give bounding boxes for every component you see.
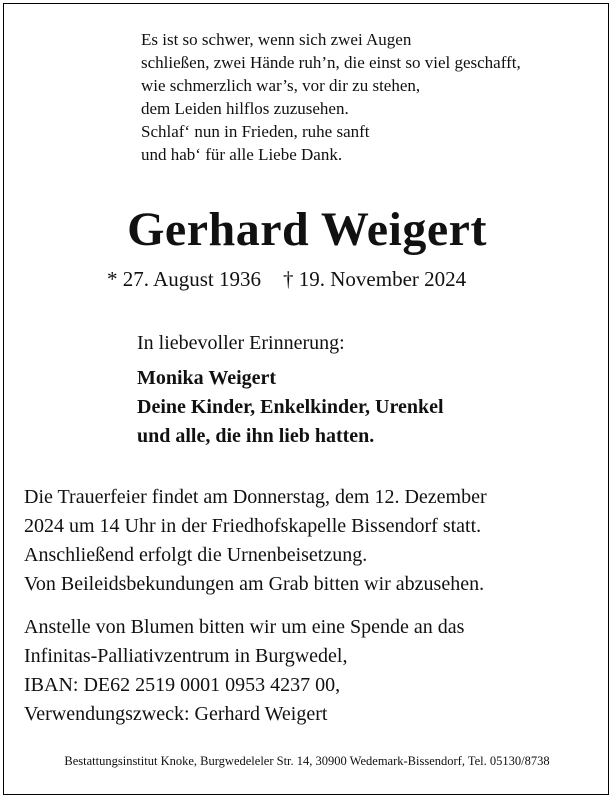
funeral-line: Die Trauerfeier findet am Donnerstag, dem 12. Dezember: [24, 486, 487, 508]
poem-line: Schlaf‘ nun in Frieden, ruhe sanft: [141, 122, 370, 141]
funeral-notice: [24, 483, 594, 599]
funeral-line: Anschließend erfolgt die Urnenbeisetzung.: [24, 544, 368, 566]
donation-line: IBAN: DE62 2519 0001 0953 4237 00,: [24, 674, 341, 696]
poem-line: und hab‘ für alle Liebe Dank.: [141, 145, 343, 164]
poem-line: schließen, zwei Hände ruh’n, die einst so viel geschafft,: [141, 53, 521, 72]
mourner-line: Deine Kinder, Enkelkinder, Urenkel: [137, 396, 444, 418]
mourners-list: [137, 364, 557, 451]
poem-line: Es ist so schwer, wenn sich zwei Augen: [141, 30, 412, 49]
funeral-home-footer: Bestattungsinstitut Knoke, Burgwedeleler Str. 14, 30900 Wedemark-Bissendorf, Tel. 05130/8738: [64, 754, 550, 768]
mourner-line: Monika Weigert: [137, 367, 277, 389]
deceased-name: Gerhard Weigert: [127, 203, 487, 256]
funeral-line: 2024 um 14 Uhr in der Friedhofskapelle Bissendorf statt.: [24, 515, 482, 537]
donation-notice: [24, 613, 594, 729]
mourner-line: und alle, die ihn lieb hatten.: [137, 425, 375, 447]
birth-date: * 27. August 1936: [107, 267, 262, 291]
funeral-line: Von Beileidsbekundungen am Grab bitten wir abzusehen.: [24, 573, 485, 595]
memory-heading: In liebevoller Erinnerung:: [137, 332, 345, 354]
donation-line: Verwendungszweck: Gerhard Weigert: [24, 703, 328, 725]
life-dates: [107, 265, 537, 293]
poem-line: wie schmerzlich war’s, vor dir zu stehen,: [141, 76, 421, 95]
death-date: † 19. November 2024: [283, 267, 467, 291]
donation-line: Infinitas-Palliativzentrum in Burgwedel,: [24, 645, 348, 667]
donation-line: Anstelle von Blumen bitten wir um eine Spende an das: [24, 616, 465, 638]
poem: [141, 28, 611, 166]
poem-line: dem Leiden hilflos zuzusehen.: [141, 99, 349, 118]
